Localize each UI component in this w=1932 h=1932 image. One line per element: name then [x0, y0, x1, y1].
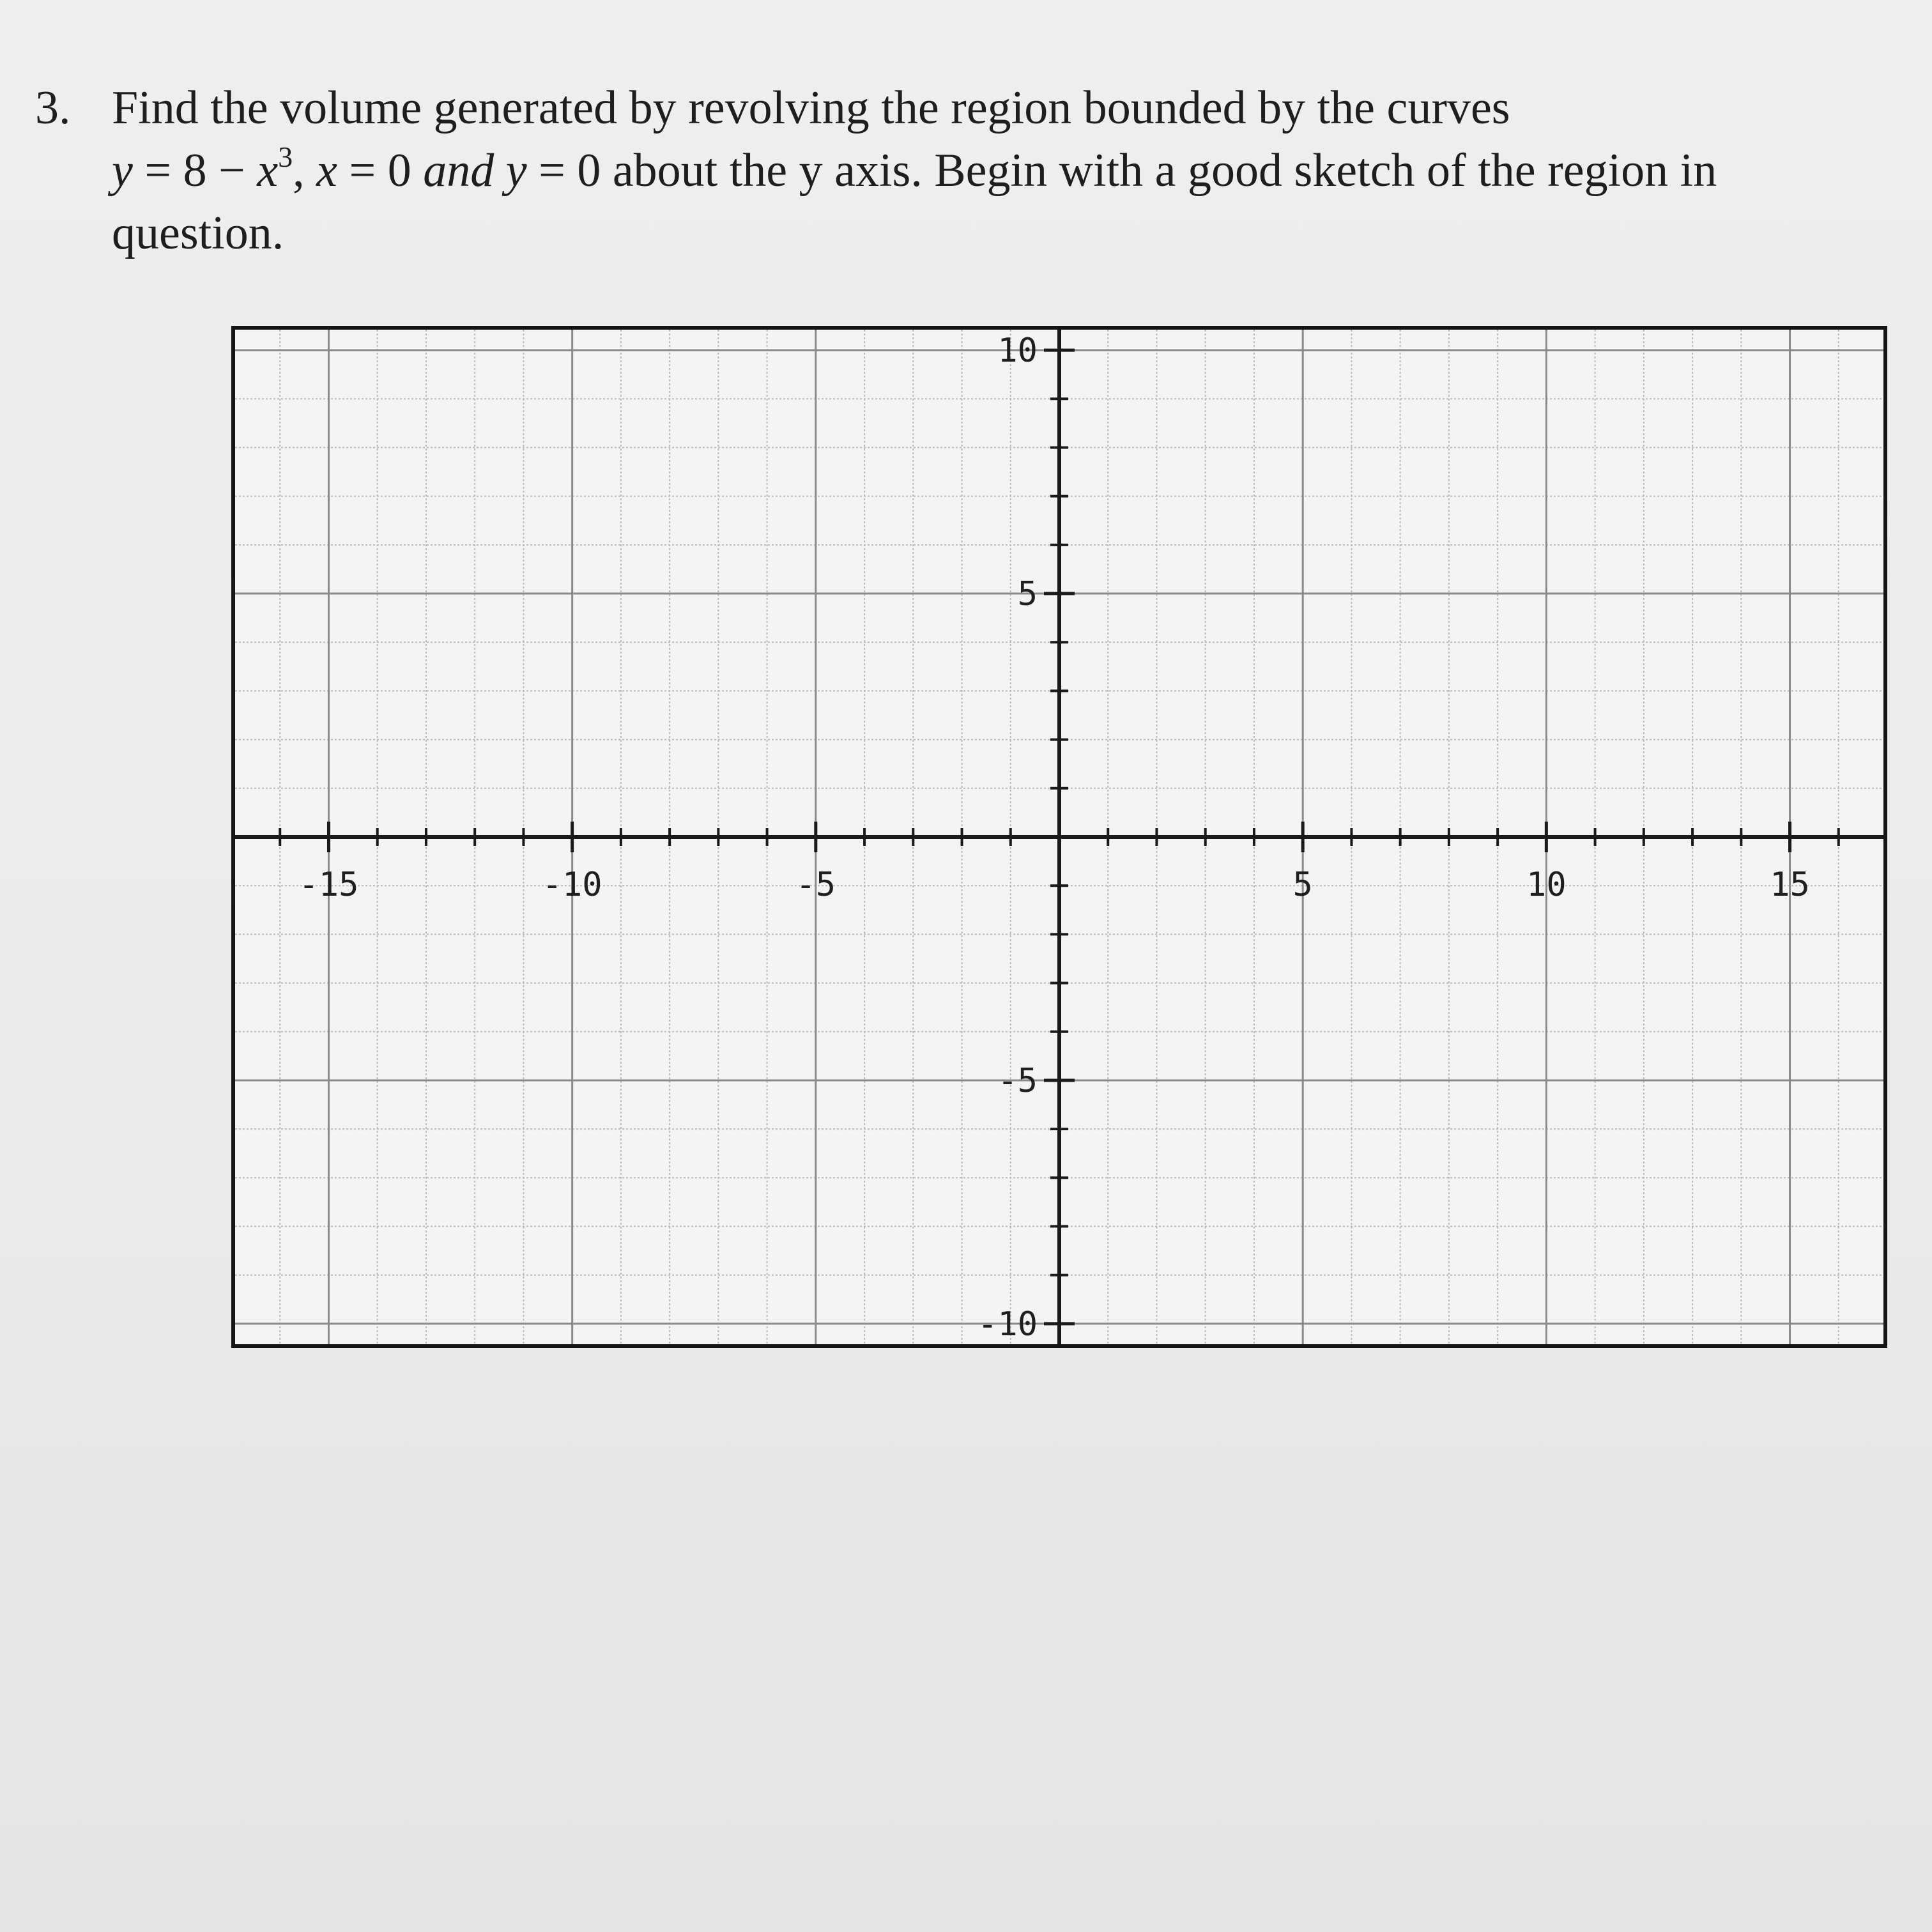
equation-x: x: [257, 144, 279, 197]
x-tick-label: 5: [1292, 866, 1313, 904]
x-tick-label: -15: [298, 866, 359, 904]
equation-comma: ,: [293, 144, 317, 197]
x-tick-label: 15: [1770, 866, 1810, 904]
grid-svg: [231, 326, 1887, 1348]
equation-exponent: 3: [278, 140, 293, 173]
problem-line-2: [112, 139, 1888, 202]
problem-line-2-rest: about the y axis. Begin with a good sketch of the region in: [601, 144, 1717, 197]
equation-constant: 8 −: [183, 144, 257, 197]
y-tick-label: 5: [1017, 575, 1038, 614]
equation-y: y: [112, 144, 133, 197]
y-tick-label: -5: [997, 1061, 1038, 1100]
x-tick-label: -10: [542, 866, 602, 904]
equation-equals-3: =: [526, 144, 578, 197]
problem-line-3: question.: [112, 207, 284, 259]
equation-zero-1: 0: [387, 144, 424, 197]
problem-number: 3.: [35, 82, 71, 134]
y-tick-label: 10: [997, 332, 1038, 371]
equation-zero-2: 0: [577, 144, 601, 197]
problem-text: [112, 77, 1888, 264]
equation-equals-2: =: [337, 144, 388, 197]
problem-line-1: Find the volume generated by revolving the region bounded by the curves: [112, 82, 1510, 134]
x-tick-label: 10: [1526, 866, 1567, 904]
equation-and: and: [423, 144, 506, 197]
equation-equals: =: [132, 144, 183, 197]
coordinate-grid: [231, 326, 1887, 1348]
equation-y-boundary: y: [505, 144, 527, 197]
x-tick-label: -5: [795, 866, 836, 904]
equation-x-boundary: x: [316, 144, 337, 197]
y-tick-label: -10: [977, 1305, 1038, 1344]
